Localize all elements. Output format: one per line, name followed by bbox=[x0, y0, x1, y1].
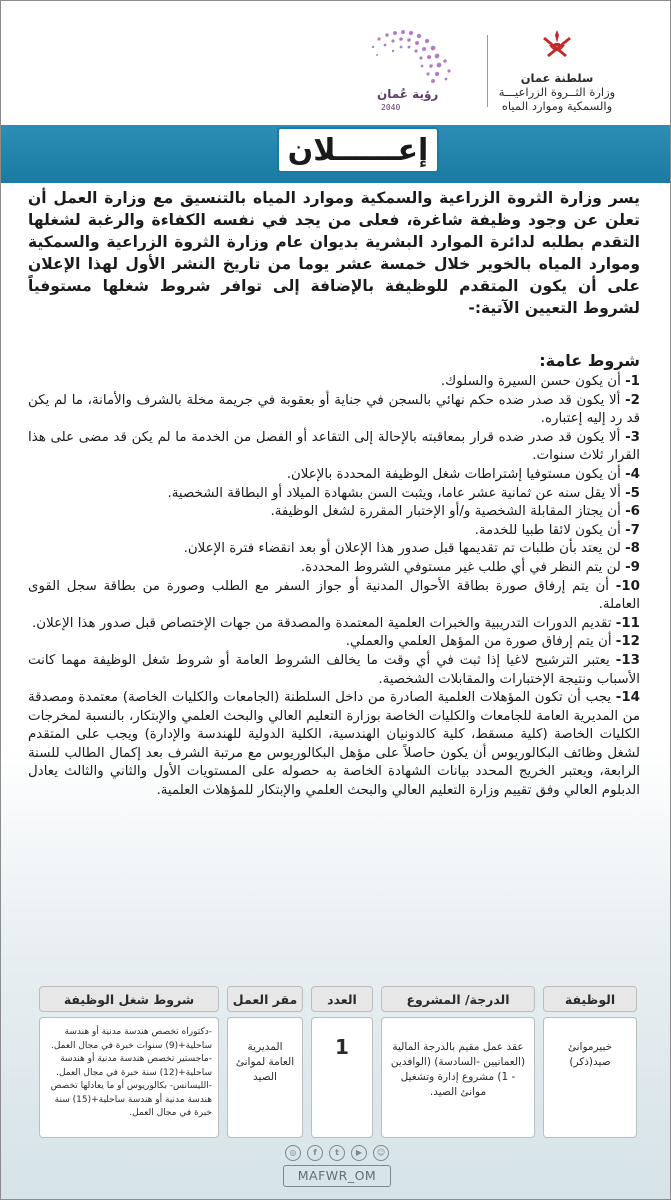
social-icons-row bbox=[285, 1145, 389, 1163]
grade-header: الدرجة/ المشروع bbox=[381, 986, 535, 1012]
location-header: مقر العمل bbox=[227, 986, 303, 1012]
count-header: العدد bbox=[311, 986, 373, 1012]
condition-text: أن يجتاز المقابلة الشخصية و/أو الإختبار المقررة لشغل الوظيفة. bbox=[270, 504, 626, 520]
condition-number: 6- bbox=[625, 504, 640, 520]
condition-number: 14- bbox=[615, 690, 640, 706]
condition-number: 13- bbox=[615, 652, 640, 668]
intro-paragraph: يسر وزارة الثروة الزراعية والسمكية وموارد المياه بالتنسيق مع وزارة العمل أن تعلن عن وجود وظيفة شاغرة، فعلى من يجد في نفسه الكفاءة والرغبة لشغلها التقدم بطلبه لدائرة الموارد البشرية بديوان عام وزارة الثروة الزراعية والسمكية وموارد المياه بالخوير خلال خمسة عشر يوما من تاريخ النشر الأول لهذا الإعلان على أن يكون المتقدم للوظيفة بالإضافة إلى توافر شروط شغلها مستوفياً لشروط التعيين الآتية:- bbox=[28, 189, 640, 317]
condition-number: 1- bbox=[625, 374, 640, 389]
requirements-cell: -دكتوراه تخصص هندسة مدنية أو هندسة ساحلية+(9) سنوات خبرة في مجال العمل. -ماجستير تخصص هندسة مدنية أو هندسة ساحلية+(12) سنة خبرة في مجال العمل. -الليسانس- بكالوريوس أو ما يعادلها تخصص هندسة مدنية أو هندسة ساحلية+(15) سنة خبرة في مجال العمل. bbox=[39, 1017, 219, 1138]
condition-item bbox=[28, 522, 640, 541]
vision-2040-logo-icon bbox=[349, 19, 479, 119]
condition-text: يجب أن تكون المؤهلات العلمية الصادرة من داخل السلطنة (الجامعات والكليات الخاصة) معتمدة ومصدقة من المديرية العامة للجامعات والكليات الخاصة بوزارة التعليم العالي والبحث العلمي والإبتكار، بالنسبة لمخرجات الكليات الخاصة (كلية مسقط، كلية كالدونيان الهندسية، الكلية الدولية للهندسة والإدارة) ويجب على المتقدم لشغل وظائف البكالوريوس أن يكون حاصلاً على مؤهل البكالوريوس مع مرتبة الشرف بعد إكمال الطالب للسنة الرابعة، ويعتبر الخريج المحدد بيانات الشهادة الخاصة به حصوله على المستويات الأول والثاني والثالث يعادل الدبلوم العالي وفق تقييم وزارة التعليم العالي والبحث العلمي والإبتكار للمؤهلات العلمية. bbox=[28, 690, 640, 799]
ministry-name-line-1: وزارة الثــروة الزراعيـــة bbox=[498, 85, 616, 99]
job-header: الوظيفة bbox=[543, 986, 637, 1012]
job-cell: خبيرموانئ صيد(ذكر) bbox=[543, 1017, 637, 1138]
title-band bbox=[1, 125, 671, 183]
instagram-icon[interactable]: ◎ bbox=[285, 1145, 301, 1161]
count-cell: 1 bbox=[311, 1017, 373, 1138]
condition-text: لن يعتد بأن طلبات تم تقديمها قبل صدور هذا الإعلان أو بعد انقضاء فترة الإعلان. bbox=[183, 541, 626, 557]
condition-item bbox=[28, 652, 640, 689]
conditions-list bbox=[28, 373, 640, 801]
condition-text: أن يتم إرفاق صورة بطاقة الأحوال المدنية أو جواز السفر مع الطلب وصورة من بطاقة سجل القوى العاملة. bbox=[28, 578, 640, 613]
condition-text: أن يتم إرفاق صورة من المؤهل العلمي والعملي. bbox=[345, 634, 616, 650]
condition-text: ألا يكون قد صدر ضده حكم نهائي بالسجن في جناية أو بعقوبة في جريمة مخلة بالشرف والأمانة، ما لم يكن قد رد إليه إعتباره. bbox=[28, 392, 640, 427]
page-footer bbox=[1, 1141, 671, 1200]
facebook-icon[interactable]: f bbox=[307, 1145, 323, 1161]
title-box bbox=[277, 127, 439, 173]
condition-text: أن يكون حسن السيرة والسلوك. bbox=[440, 374, 626, 389]
condition-item bbox=[28, 540, 640, 559]
social-handle[interactable]: MAFWR_OM bbox=[283, 1165, 391, 1187]
vision-logo-year: 2040 bbox=[381, 103, 401, 112]
condition-number: 2- bbox=[625, 392, 640, 408]
youtube-icon[interactable]: ▶ bbox=[351, 1145, 367, 1161]
condition-number: 3- bbox=[625, 429, 640, 445]
condition-text: لن يتم النظر في أي طلب غير مستوفي الشروط المحددة. bbox=[300, 559, 626, 575]
ministry-logo-block bbox=[482, 27, 632, 113]
vision-logo-text: رؤية عُمان bbox=[377, 87, 439, 101]
country-name: سلطنة عمان bbox=[520, 71, 594, 85]
requirements-column bbox=[39, 986, 219, 1138]
condition-item bbox=[28, 633, 640, 652]
condition-number: 12- bbox=[615, 634, 640, 650]
condition-text: ألا يكون قد صدر ضده قرار بمعاقبته بالإحالة إلى التقاعد أو الفصل من الخدمة ما لم يكن قد مضى على هذا القرار ثلاث سنوات. bbox=[28, 429, 640, 464]
condition-number: 4- bbox=[625, 466, 640, 482]
condition-item bbox=[28, 615, 640, 634]
count-column bbox=[311, 986, 373, 1138]
condition-item bbox=[28, 559, 640, 578]
location-column bbox=[227, 986, 303, 1138]
condition-number: 5- bbox=[625, 485, 640, 501]
condition-text: أن يكون لائقا طبيا للخدمة. bbox=[474, 522, 626, 538]
ministry-name-line-2: والسمكية وموارد المياه bbox=[501, 99, 613, 113]
condition-item bbox=[28, 578, 640, 615]
condition-item bbox=[28, 466, 640, 485]
grade-column bbox=[381, 986, 535, 1138]
condition-item bbox=[28, 392, 640, 429]
condition-text: ألا يقل سنه عن ثمانية عشر عاما، ويثبت السن بشهادة الميلاد أو البطاقة الشخصية. bbox=[167, 485, 626, 501]
jobs-table bbox=[39, 986, 637, 1138]
page-header bbox=[1, 1, 671, 123]
requirements-header: شروط شغل الوظيفة bbox=[39, 986, 219, 1012]
job-column bbox=[543, 986, 637, 1138]
condition-number: 9- bbox=[625, 559, 640, 575]
condition-item bbox=[28, 689, 640, 801]
condition-number: 11- bbox=[615, 615, 640, 631]
conditions-heading: شروط عامة: bbox=[539, 351, 640, 370]
condition-item bbox=[28, 373, 640, 392]
condition-text: أن يكون مستوفيا إشتراطات شغل الوظيفة المحددة بالإعلان. bbox=[286, 466, 626, 482]
twitter-icon[interactable]: t bbox=[329, 1145, 345, 1161]
condition-text: تقديم الدورات التدريبية والخبرات العلمية المعتمدة والمصدقة من جهات الإختصاص قبل صدور هذا الإعلان. bbox=[32, 615, 616, 631]
snapchat-icon[interactable]: ☺ bbox=[373, 1145, 389, 1161]
grade-cell: عقد عمل مقيم بالدرجة المالية (العمانيين -السادسة) (الوافدين - 1) مشروع إدارة وتشغيل موانئ الصيد. bbox=[381, 1017, 535, 1138]
condition-number: 10- bbox=[615, 578, 640, 594]
condition-text: يعتبر الترشيح لاغيا إذا ثبت في أي وقت ما يخالف الشروط العامة أو شروط شغل الوظيفة مهما كانت الأسباب ونتيجة الإختبارات والمقابلات الشخصية. bbox=[28, 652, 640, 687]
condition-item bbox=[28, 429, 640, 466]
condition-number: 8- bbox=[625, 541, 640, 557]
header-divider bbox=[487, 35, 488, 107]
oman-emblem-icon bbox=[537, 27, 577, 65]
page-title: إعــــــلان bbox=[287, 132, 429, 168]
condition-item bbox=[28, 503, 640, 522]
condition-item bbox=[28, 485, 640, 504]
location-cell: المديرية العامة لموانئ الصيد bbox=[227, 1017, 303, 1138]
condition-number: 7- bbox=[625, 522, 640, 538]
